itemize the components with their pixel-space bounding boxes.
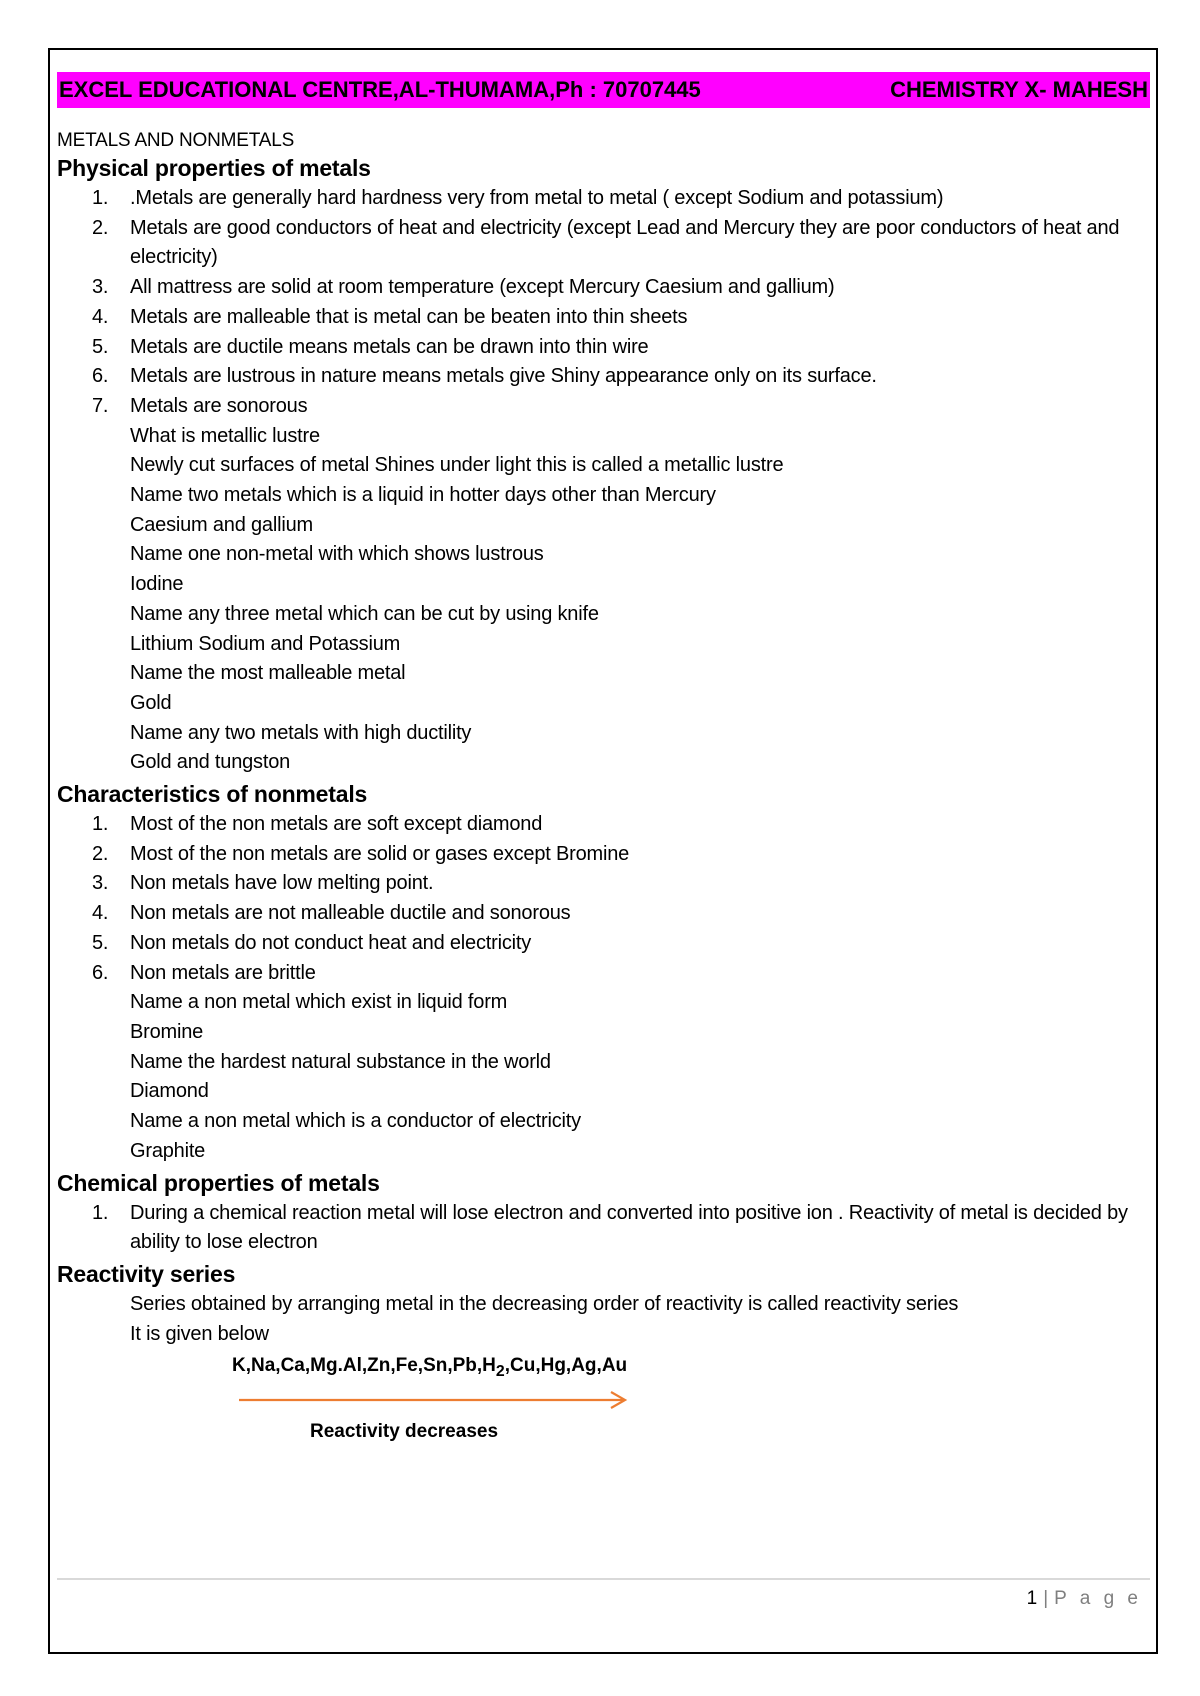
page-label: P a g e [1054, 1588, 1142, 1609]
qa-line: Diamond [130, 1080, 209, 1103]
list-number: 1. [92, 187, 109, 209]
footer-divider [57, 1578, 1150, 1580]
header-left: EXCEL EDUCATIONAL CENTRE,AL-THUMAMA,Ph : 70707445 [59, 77, 701, 102]
list-number: 3. [92, 872, 109, 895]
list-text: Most of the non metals are soft except diamond [130, 813, 543, 836]
qa-line: Caesium and gallium [130, 513, 313, 536]
nonmetals-qa [57, 988, 1150, 1166]
qa-line: Gold [130, 691, 172, 714]
page-footer [1027, 1588, 1142, 1610]
list-item [57, 392, 1150, 422]
qa-line: Name a non metal which is a conductor of electricity [130, 1110, 581, 1133]
list-number: 5. [92, 335, 109, 358]
list-item [57, 869, 1150, 899]
list-text: Non metals do not conduct heat and electricity [130, 931, 532, 954]
list-number: 6. [92, 961, 109, 984]
heading-reactivity-series: Reactivity series [57, 1260, 236, 1287]
list-text: Metals are malleable that is metal can be beaten into thin sheets [130, 305, 688, 328]
qa-line: Graphite [130, 1139, 206, 1162]
list-text: Non metals are not malleable ductile and sonorous [130, 902, 571, 925]
physical-properties-list [57, 184, 1150, 422]
qa-line: Gold and tungston [130, 751, 291, 774]
document-content [57, 72, 1150, 1443]
list-number: 7. [92, 394, 109, 417]
header-bar [57, 72, 1150, 108]
qa-line: Iodine [130, 573, 184, 596]
list-item [57, 899, 1150, 929]
qa-line: Name two metals which is a liquid in hotter days other than Mercury [130, 484, 716, 507]
list-number: 4. [92, 902, 109, 925]
qa-line: Name one non-metal with which shows lustrous [130, 543, 544, 566]
qa-line: Name the most malleable metal [130, 662, 406, 685]
qa-line: Newly cut surfaces of metal Shines under light this is called a metallic lustre [130, 454, 784, 477]
list-item [57, 840, 1150, 870]
reactivity-arrow [239, 1387, 1150, 1413]
reactivity-series-formula [232, 1351, 1150, 1387]
list-item [57, 362, 1150, 392]
list-text: Metals are lustrous in nature means metals give Shiny appearance only on its surface. [130, 365, 877, 388]
qa-line: Bromine [130, 1020, 204, 1043]
series-subscript: 2 [495, 1363, 505, 1381]
series-part-2: ,Cu,Hg,Ag,Au [504, 1355, 628, 1377]
list-item [57, 214, 1150, 273]
list-item [57, 810, 1150, 840]
list-item [57, 273, 1150, 303]
list-number: 3. [92, 276, 109, 299]
list-number: 2. [92, 842, 109, 865]
list-text: .Metals are generally hard hardness very from metal to metal ( except Sodium and potassium) [130, 187, 944, 209]
list-item [57, 929, 1150, 959]
list-text: Non metals are brittle [130, 961, 316, 984]
list-text: All mattress are solid at room temperature (except Mercury Caesium and gallium) [130, 276, 835, 299]
list-item [57, 1199, 1150, 1258]
chemical-properties-list [57, 1199, 1150, 1258]
list-number: 4. [92, 305, 109, 328]
list-number: 1. [92, 813, 109, 836]
qa-line: Name a non metal which exist in liquid form [130, 991, 508, 1014]
qa-line: Name any two metals with high ductility [130, 721, 472, 744]
list-text: During a chemical reaction metal will lose electron and converted into positive ion . Reactivity of metal is decided by ability to lose electron [130, 1201, 1128, 1254]
list-number: 2. [92, 216, 109, 239]
qa-line: Lithium Sodium and Potassium [130, 632, 401, 655]
header-right: CHEMISTRY X- MAHESH [890, 77, 1148, 102]
nonmetals-list [57, 810, 1150, 988]
qa-line: Name any three metal which can be cut by using knife [130, 602, 599, 625]
list-number: 5. [92, 931, 109, 954]
heading-chemical-properties: Chemical properties of metals [57, 1169, 380, 1196]
arrow-right-icon [239, 1387, 639, 1413]
list-item [57, 959, 1150, 989]
physical-qa [57, 422, 1150, 778]
qa-line: Name the hardest natural substance in the world [130, 1050, 551, 1073]
list-text: Metals are good conductors of heat and electricity (except Lead and Mercury they are poor conductors of heat and electricity) [130, 216, 1120, 269]
series-part-1: K,Na,Ca,Mg.Al,Zn,Fe,Sn,Pb,H [232, 1355, 496, 1377]
list-text: Most of the non metals are solid or gases except Bromine [130, 842, 630, 865]
reactivity-arrow-caption: Reactivity decreases [310, 1421, 499, 1443]
list-item [57, 184, 1150, 214]
qa-line: What is metallic lustre [130, 424, 320, 447]
list-text: Metals are ductile means metals can be drawn into thin wire [130, 335, 649, 358]
list-number: 1. [92, 1201, 109, 1224]
document-title: METALS AND NONMETALS [57, 130, 295, 151]
footer-separator: | [1043, 1588, 1049, 1609]
reactivity-intro: It is given below [130, 1322, 269, 1345]
page-number: 1 [1026, 1588, 1038, 1609]
heading-nonmetals: Characteristics of nonmetals [57, 781, 368, 808]
list-item [57, 303, 1150, 333]
list-text: Metals are sonorous [130, 394, 308, 417]
reactivity-definition: Series obtained by arranging metal in the decreasing order of reactivity is called reactivity series [130, 1292, 959, 1315]
heading-physical-properties: Physical properties of metals [57, 155, 371, 181]
list-text: Non metals have low melting point. [130, 872, 434, 895]
list-number: 6. [92, 365, 109, 388]
list-item [57, 333, 1150, 363]
